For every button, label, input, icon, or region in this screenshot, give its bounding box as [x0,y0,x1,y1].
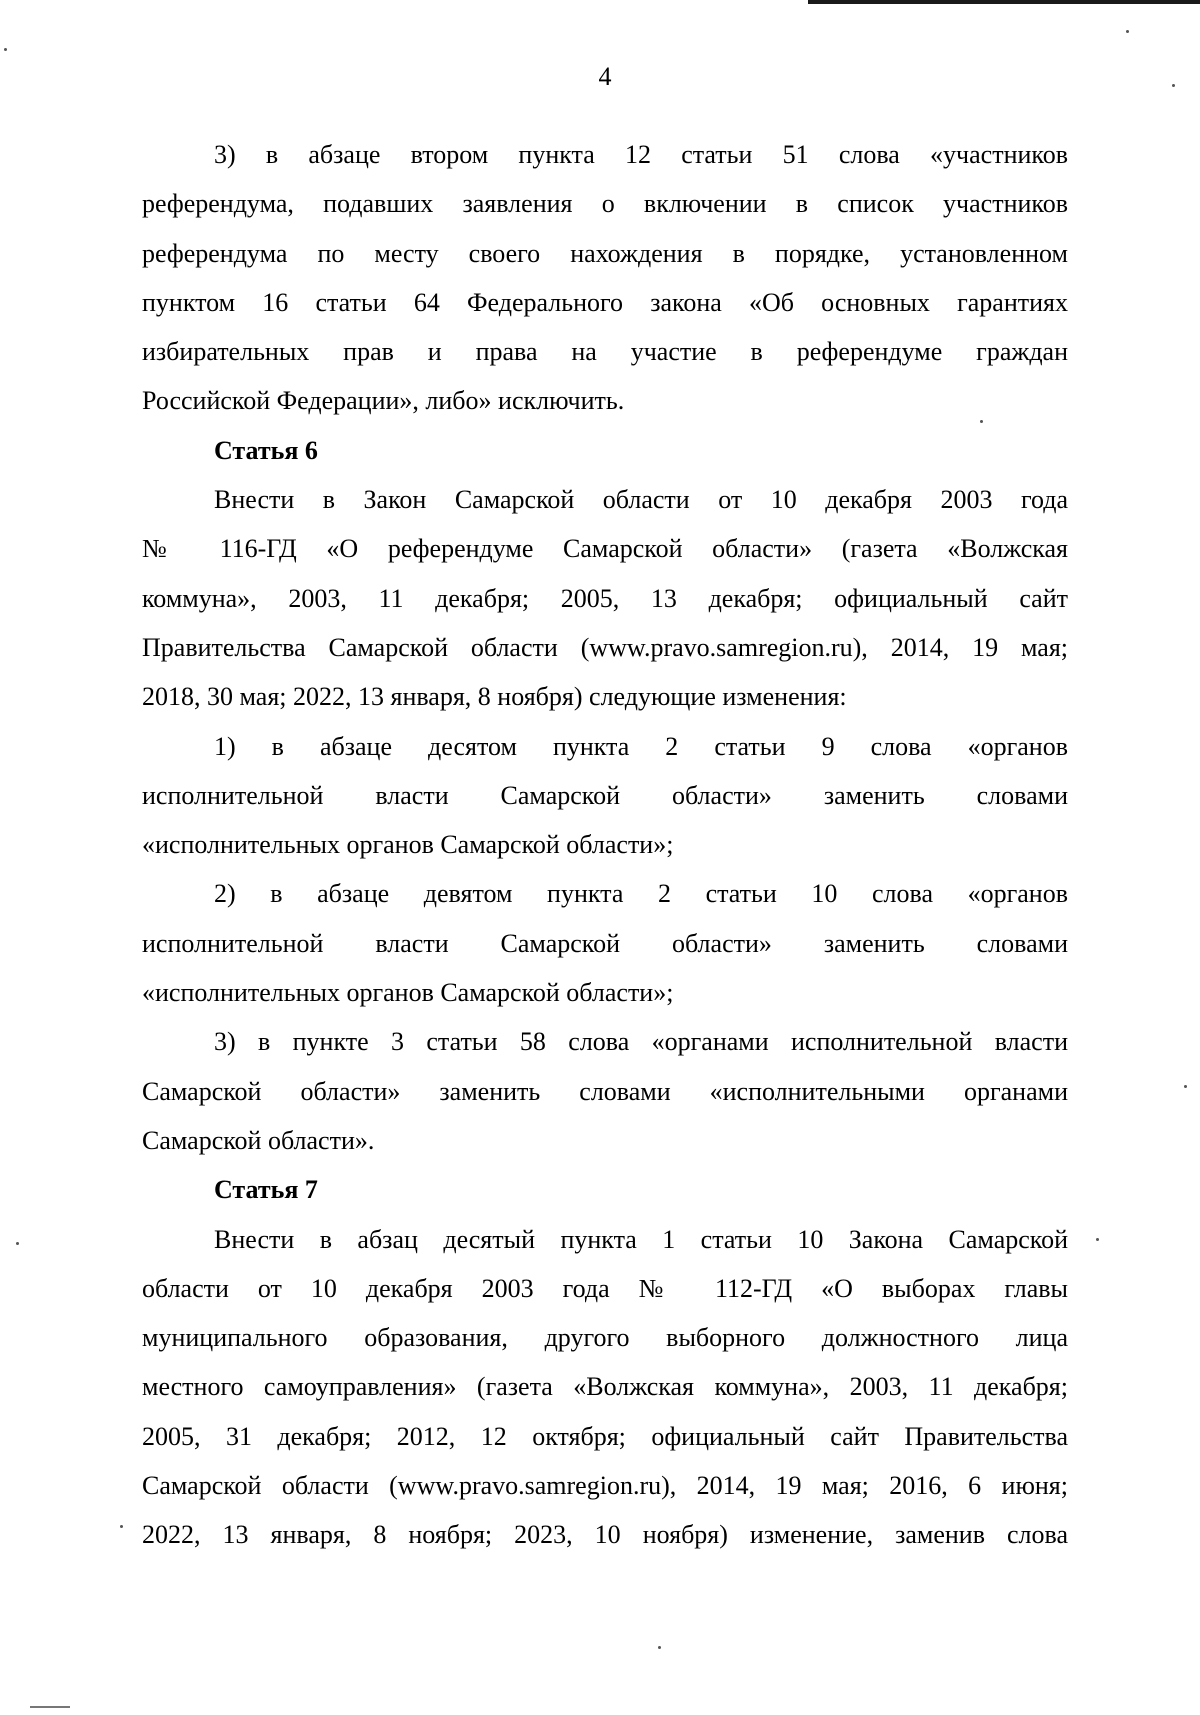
text-line: 2022, 13 января, 8 ноября; 2023, 10 ноября) изменение, заменив слова [142,1520,1068,1550]
text-line: Российской Федерации», либо» исключить. [142,386,625,416]
text-line: местного самоуправления» (газета «Волжская коммуна», 2003, 11 декабря; [142,1372,1068,1402]
text-line: 2) в абзаце девятом пункта 2 статьи 10 слова «органов [214,879,1068,909]
text-line: № 116-ГД «О референдуме Самарской области» (газета «Волжская [142,534,1068,564]
scan-speck [1126,30,1129,33]
text-line: Внести в абзац десятый пункта 1 статьи 10 Закона Самарской [214,1224,1068,1254]
paragraph [142,722,1068,870]
text-line: «исполнительных органов Самарской области»; [142,978,674,1008]
text-line: исполнительной власти Самарской области» заменить словами [142,780,1068,810]
scan-speck [1096,1238,1099,1241]
page-number: 4 [598,62,612,91]
text-line: коммуна», 2003, 11 декабря; 2005, 13 декабря; официальный сайт [142,583,1068,613]
text-line: 3) в абзаце втором пункта 12 статьи 51 слова «участников [214,140,1068,169]
scan-speck [1184,1085,1187,1088]
scan-edge-mark [30,1706,70,1708]
article-heading: Статья 6 [214,435,318,465]
top-edge-rule [808,0,1200,4]
text-line: избирательных прав и права на участие в референдуме граждан [142,337,1068,367]
text-line: «исполнительных органов Самарской области»; [142,830,674,860]
article-heading: Статья 7 [214,1175,318,1205]
scan-speck [4,48,7,51]
scan-speck [980,420,983,423]
text-line: референдума, подавших заявления о включении в список участников [142,189,1068,219]
scan-speck [120,1525,123,1528]
text-line: 2018, 30 мая; 2022, 13 января, 8 ноября) следующие изменения: [142,682,847,712]
text-line: муниципального образования, другого выборного должностного лица [142,1323,1068,1353]
scan-speck [16,1242,19,1245]
scan-speck [658,1646,661,1649]
paragraph [142,869,1068,1017]
text-line: пунктом 16 статьи 64 Федерального закона «Об основных гарантиях [142,287,1068,317]
paragraph [142,475,1068,721]
text-line: области от 10 декабря 2003 года № 112-ГД «О выборах главы [142,1273,1068,1303]
scan-speck [1172,84,1175,87]
text-line: исполнительной власти Самарской области» заменить словами [142,928,1068,958]
text-line: Правительства Самарской области (www.pravo.samregion.ru), 2014, 19 мая; [142,632,1068,662]
text-line: референдума по месту своего нахождения в порядке, установленном [142,238,1068,268]
text-line: Внести в Закон Самарской области от 10 декабря 2003 года [214,485,1068,515]
paragraph [142,1215,1068,1560]
text-line: Самарской области». [142,1125,375,1155]
text-line: 2005, 31 декабря; 2012, 12 октября; официальный сайт Правительства [142,1421,1068,1451]
text-line: 1) в абзаце десятом пункта 2 статьи 9 слова «органов [214,731,1068,761]
text-line: Самарской области (www.pravo.samregion.ru), 2014, 19 мая; 2016, 6 июня; [142,1471,1068,1501]
paragraph [142,130,1068,426]
text-line: 3) в пункте 3 статьи 58 слова «органами исполнительной власти [214,1027,1068,1057]
paragraph [142,1017,1068,1165]
text-line: Самарской области» заменить словами «исполнительными органами [142,1076,1068,1106]
document-body [142,130,1068,1560]
